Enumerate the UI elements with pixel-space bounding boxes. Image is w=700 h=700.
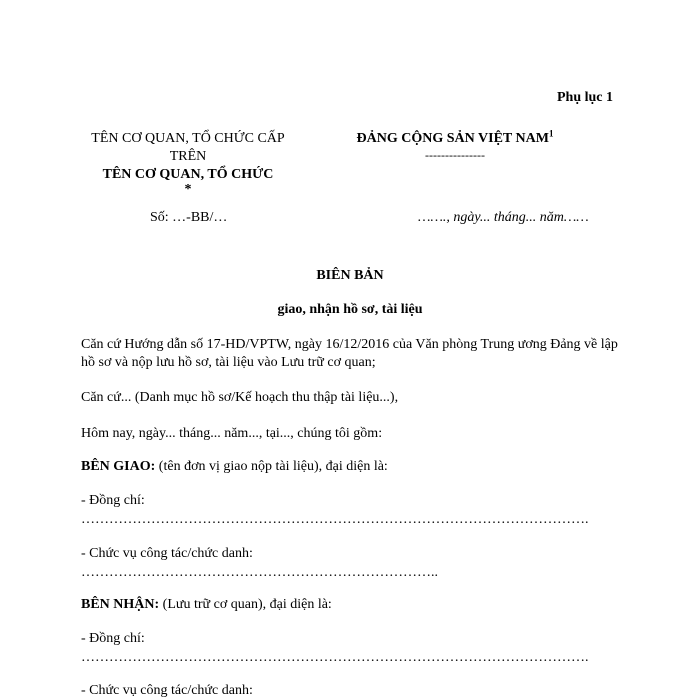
party-underline: --------------- [425,148,485,162]
footnote-mark: 1 [548,128,554,139]
org-line-3: TÊN CƠ QUAN, TỔ CHỨC [102,167,274,182]
party-header [340,130,570,162]
receiver-label: BÊN NHẬN: [81,597,160,612]
basis-paragraph-1: Căn cứ Hướng dẫn số 17-HD/VPTW, ngày 16/12/2016 của Văn phòng Trung ương Đảng về lập hồ sơ và nộp lưu hồ sơ, tài liệu vào Lưu trữ cơ quan; [81,337,618,370]
document-subtitle: giao, nhận hồ sơ, tài liệu [277,302,423,317]
receiver-description: (Lưu trữ cơ quan), đại diện là: [159,597,332,612]
appendix-label: Phụ lục 1 [557,90,614,105]
party-name: ĐẢNG CỘNG SẢN VIỆT NAM$^1$ [356,128,554,146]
giver-position-label: - Chức vụ công tác/chức danh: [81,546,253,561]
date-line: ……., ngày... tháng... năm…… [418,210,589,225]
document-number: Số: …-BB/… [150,210,228,225]
org-line-1: TÊN CƠ QUAN, TỔ CHỨC CẤP [91,131,285,146]
receiver-comrade-dots: ………………………………………………………………………………………………. [81,650,589,665]
today-paragraph: Hôm nay, ngày... tháng... năm..., tại..., chúng tôi gồm: [81,426,383,441]
giver-description: (tên đơn vị giao nộp tài liệu), đại diện là: [155,459,388,474]
giver-comrade-label: - Đồng chí: [81,493,145,508]
receiver-comrade-label: - Đồng chí: [81,631,145,646]
giver-paragraph [81,458,621,476]
giver-label: BÊN GIAO: [81,459,156,474]
giver-position-dots: ………………………………………………………………….. [81,565,438,580]
basis-paragraph-2: Căn cứ... (Danh mục hồ sơ/Kế hoạch thu thập tài liệu...), [81,390,399,405]
receiver-paragraph [81,596,621,614]
receiver-position-label: - Chức vụ công tác/chức danh: [81,683,253,698]
org-header [70,130,306,196]
org-asterisk: * [184,182,192,197]
giver-comrade-dots: ………………………………………………………………………………………………. [81,512,589,527]
document-title: BIÊN BẢN [316,268,384,283]
org-line-2: TRÊN [169,149,207,164]
